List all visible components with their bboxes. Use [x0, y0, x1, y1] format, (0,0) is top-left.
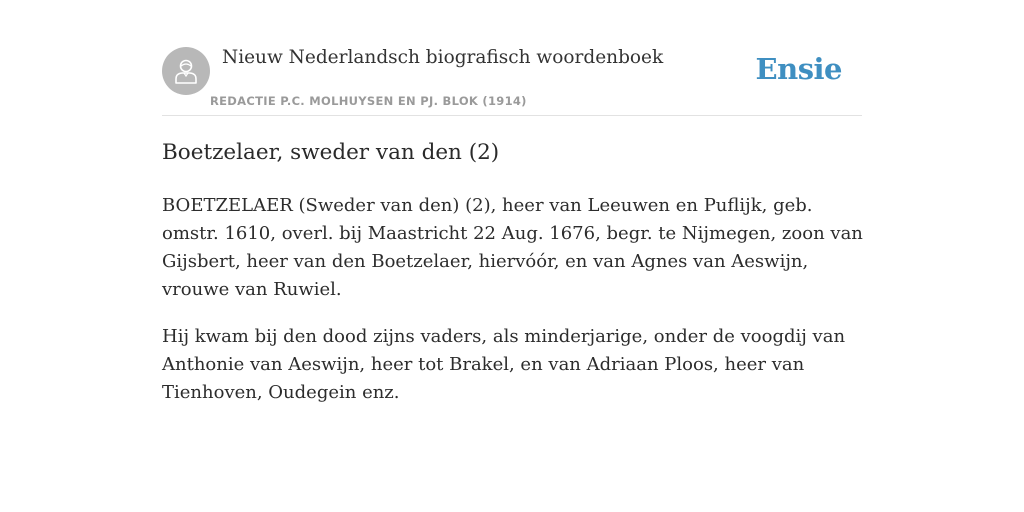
avatar[interactable]: [162, 47, 210, 95]
editors-line: REDACTIE P.C. MOLHUYSEN EN PJ. BLOK (1914): [210, 94, 527, 108]
entry-content: [162, 192, 866, 426]
entry-paragraph: BOETZELAER (Sweder van den) (2), heer van Leeuwen en Puflijk, geb. omstr. 1610, overl. bij Maastricht 22 Aug. 1676, begr. te Nijmegen, zoon van Gijsbert, heer van den Boetzelaer, hiervóór, en van Agnes van Aeswijn, vrouwe van Ruwiel.: [162, 195, 863, 300]
entry-title: Boetzelaer, sweder van den (2): [162, 140, 500, 165]
book-title[interactable]: Nieuw Nederlandsch biografisch woordenboek: [222, 47, 664, 68]
user-icon: [171, 56, 201, 86]
entry-paragraph: Hij kwam bij den dood zijns vaders, als minderjarige, onder de voogdij van Anthonie van Aeswijn, heer tot Brakel, en van Adriaan Ploos, heer van Tienhoven, Oudegein enz.: [162, 326, 846, 403]
brand-logo[interactable]: Ensie: [755, 52, 842, 86]
header: [162, 46, 862, 116]
